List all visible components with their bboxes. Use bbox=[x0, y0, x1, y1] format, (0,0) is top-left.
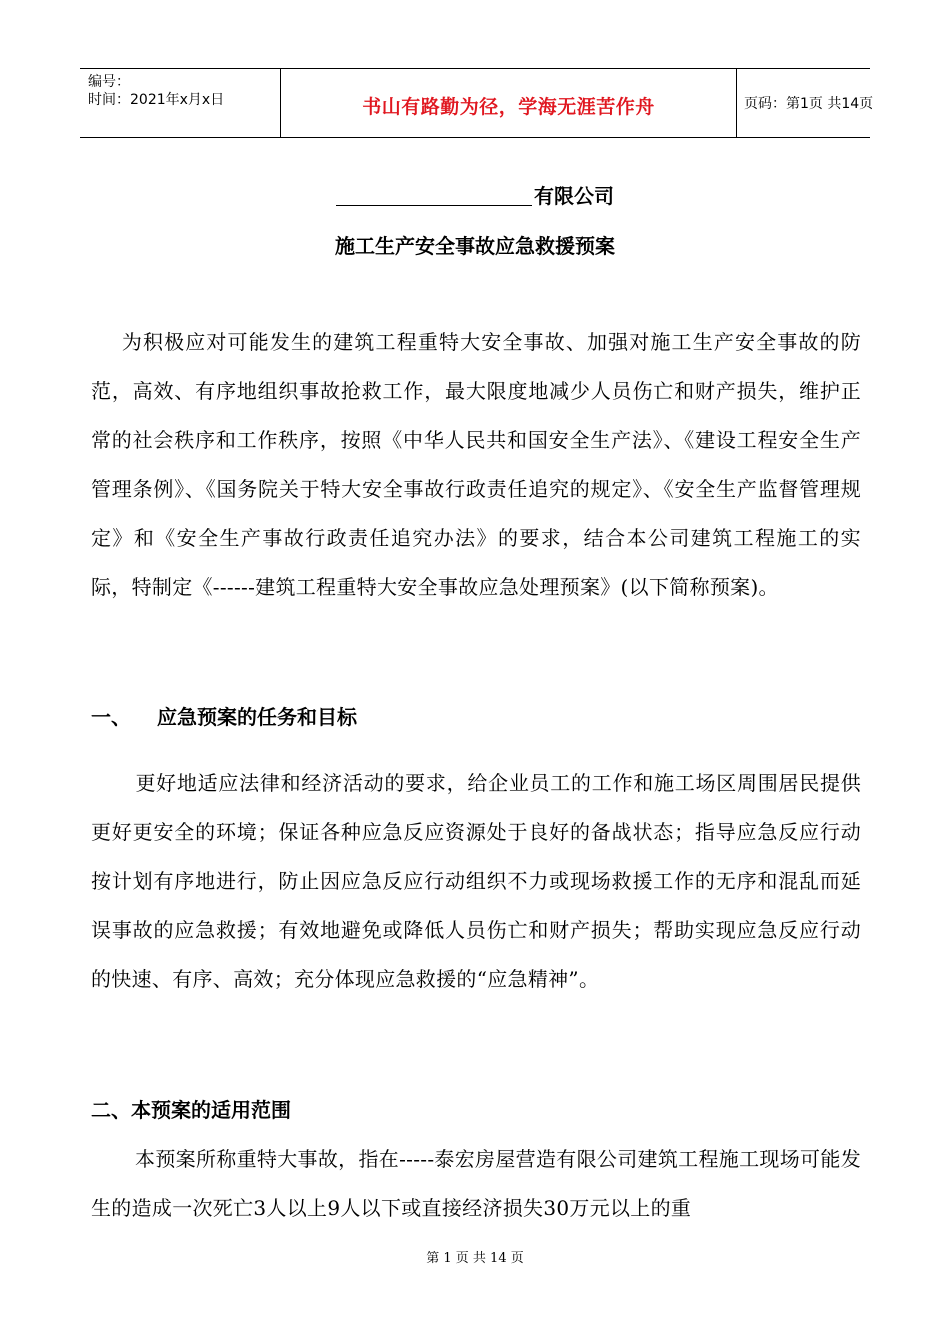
section2-paragraph bbox=[91, 1135, 861, 1233]
section2-heading: 二、本预案的适用范围 bbox=[91, 1098, 291, 1122]
number-label: 编号： bbox=[88, 74, 130, 90]
section1-paragraph bbox=[91, 759, 861, 1004]
section1-title: 应急预案的任务和目标 bbox=[157, 705, 357, 729]
time-label: 时间：2021年x月x日 bbox=[88, 92, 225, 108]
page-info: 页码：第1页 共14页 bbox=[744, 96, 874, 112]
page-footer: 第 1 页 共 14 页 bbox=[426, 1251, 524, 1266]
document-title: 施工生产安全事故应急救援预案 bbox=[335, 234, 615, 258]
section2-body: 本预案所称重特大事故，指在-----泰宏房屋营造有限公司建筑工程施工现场可能发生的造成一次死亡3人以上9人以下或直接经济损失30万元以上的重 bbox=[91, 1147, 861, 1220]
header-left-cell bbox=[80, 69, 280, 137]
company-title bbox=[0, 180, 950, 209]
section1-heading bbox=[91, 701, 357, 730]
motto-text: 书山有路勤为径，学海无涯苦作舟 bbox=[362, 96, 655, 118]
company-name-blank bbox=[336, 185, 532, 206]
intro-paragraph bbox=[91, 318, 861, 612]
section1-number: 一、 bbox=[91, 705, 131, 729]
intro-text: 为积极应对可能发生的建筑工程重特大安全事故、加强对施工生产安全事故的防范，高效、有序地组织事故抢救工作，最大限度地减少人员伤亡和财产损失，维护正常的社会秩序和工作秩序，按照《中华人民共和国安全生产法》、《建设工程安全生产管理条例》、《国务院关于特大安全事故行政责任追究的规定》、《安全生产监督管理规定》和《安全生产事故行政责任追究办法》的要求，结合本公司建筑工程施工的实际，特制定《------建筑工程重特大安全事故应急处理预案》(以下简称预案)。 bbox=[91, 330, 861, 599]
section1-body: 更好地适应法律和经济活动的要求，给企业员工的工作和施工场区周围居民提供更好更安全的环境；保证各种应急反应资源处于良好的备战状态；指导应急反应行动按计划有序地进行，防止因应急反应行动组织不力或现场救援工作的无序和混乱而延误事故的应急救援；有效地避免或降低人员伤亡和财产损失；帮助实现应急反应行动的快速、有序、高效；充分体现应急救援的“应急精神”。 bbox=[91, 771, 861, 991]
header-table bbox=[80, 68, 874, 138]
company-suffix: 有限公司 bbox=[534, 184, 614, 208]
header-page-cell bbox=[736, 69, 874, 137]
header-motto-cell bbox=[280, 69, 737, 137]
